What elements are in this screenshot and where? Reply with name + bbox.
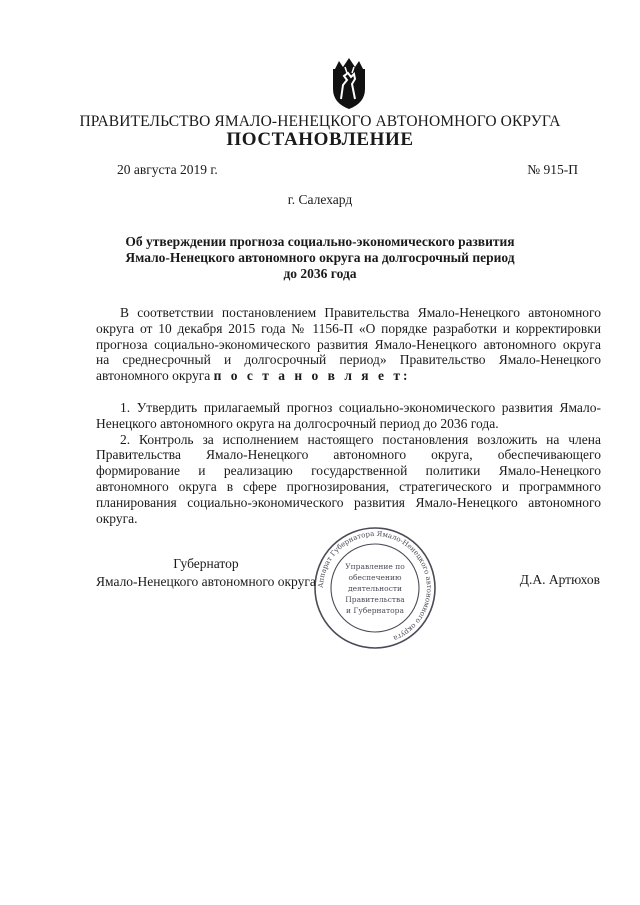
stamp-inner-line: и Губернатора — [346, 606, 404, 615]
stamp-inner-line: деятельности — [347, 584, 403, 593]
resolves-word: п о с т а н о в л я е т: — [213, 368, 411, 384]
item-2-paragraph: 2. Контроль за исполнением настоящего постановления возложить на члена Правительства Ямало-Ненецкого автономного округа, обеспечивающего формирование и реализацию государственной политики Ямало-Ненецкого автономного округа в сфере прогнозирования, стратегического и программного планирования социально-экономического развития Ямало-Ненецкого автономного округа. — [96, 431, 601, 526]
title-line: до 2036 года — [283, 266, 357, 281]
document-body — [96, 305, 601, 526]
preamble-paragraph — [96, 305, 601, 384]
stamp-inner-line: обеспечению — [348, 573, 402, 582]
item-1-paragraph: 1. Утвердить прилагаемый прогноз социально-экономического развития Ямало-Ненецкого автономного округа на долгосрочный период до 2036 года. — [96, 399, 601, 431]
stamp-inner-line: Управление по — [345, 562, 405, 571]
document-title — [100, 234, 540, 282]
stamp-outer-text: Аппарат Губернатора Ямало-Ненецкого автономного округа — [316, 529, 434, 643]
signature-role-line: Ямало-Ненецкого автономного округа — [96, 574, 316, 589]
coat-of-arms-icon — [327, 55, 371, 111]
document-number: № 915-П — [527, 162, 578, 177]
stamp-inner-line: Правительства — [345, 595, 405, 604]
signature-role-line: Губернатор — [173, 556, 239, 571]
organization-name: ПРАВИТЕЛЬСТВО ЯМАЛО-НЕНЕЦКОГО АВТОНОМНОГО ОКРУГА — [79, 113, 561, 130]
title-line: Об утверждении прогноза социально-экономического развития — [125, 234, 515, 249]
official-stamp — [312, 525, 438, 651]
document-date: 20 августа 2019 г. — [117, 162, 218, 177]
signature-role — [96, 555, 316, 591]
title-line: Ямало-Ненецкого автономного округа на долгосрочный период — [125, 250, 515, 265]
document-city: г. Салехард — [287, 192, 353, 207]
document-type: ПОСТАНОВЛЕНИЕ — [226, 129, 414, 150]
preamble-text: В соответствии постановлением Правительства Ямало-Ненецкого автономного округа от 10 декабря 2015 года № 1156-П «О порядке разработки и корректировки прогноза социально-экономического развития Ямало-Ненецкого автономного округа на среднесрочный и долгосрочный период» Правительство Ямало-Ненецкого автономного округа — [96, 305, 601, 384]
signature-name: Д.А. Артюхов — [519, 572, 600, 587]
